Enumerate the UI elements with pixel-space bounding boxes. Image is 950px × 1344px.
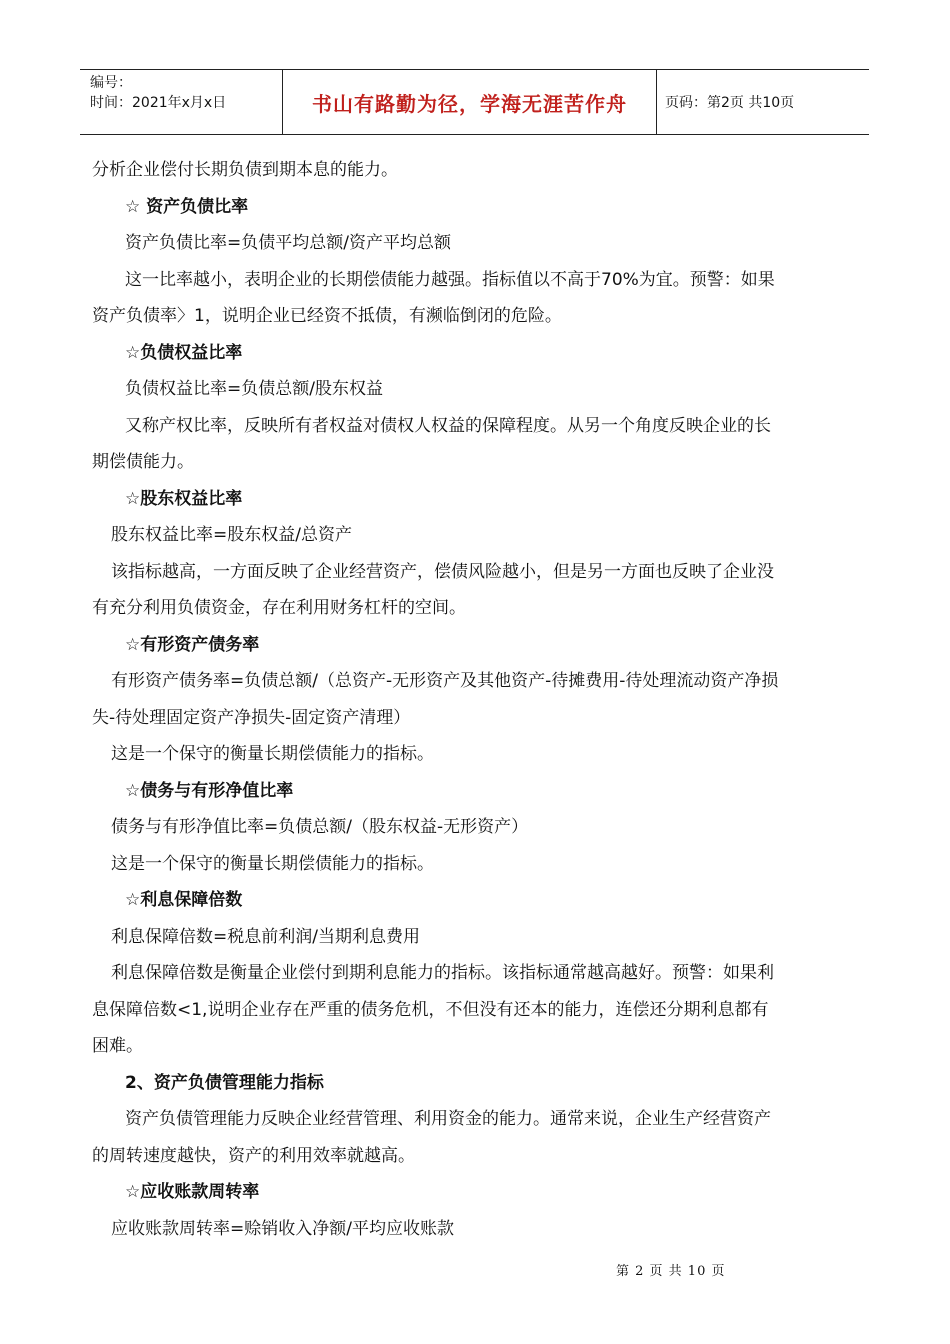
formula-line: 利息保障倍数=税息前利润/当期利息费用: [111, 927, 420, 947]
section-heading: ☆股东权益比率: [125, 489, 243, 509]
formula-line: 股东权益比率=股东权益/总资产: [111, 525, 352, 545]
header-page-cell: [657, 70, 869, 134]
body-text-line: 分析企业偿付长期负债到期本息的能力。: [92, 160, 398, 180]
header-meta: [80, 70, 283, 134]
formula-line: 负债权益比率=负债总额/股东权益: [125, 379, 383, 399]
formula-line: 应收账款周转率=赊销收入净额/平均应收账款: [111, 1219, 454, 1239]
body-text-line: 资产负债率〉1，说明企业已经资不抵债，有濒临倒闭的危险。: [92, 306, 562, 326]
body-text-line: 的周转速度越快，资产的利用效率就越高。: [92, 1146, 415, 1166]
section-heading: ☆有形资产债务率: [125, 635, 260, 655]
section-heading: ☆债务与有形净值比率: [125, 781, 294, 801]
body-text-line: 资产负债管理能力反映企业经营管理、利用资金的能力。通常来说，企业生产经营资产: [125, 1109, 771, 1129]
document-number-label: 编号：: [90, 75, 132, 91]
section-heading: 2、资产负债管理能力指标: [125, 1073, 324, 1093]
section-heading: ☆ 资产负债比率: [125, 197, 249, 217]
section-heading: ☆应收账款周转率: [125, 1182, 260, 1202]
body-text-line: 利息保障倍数是衡量企业偿付到期利息能力的指标。该指标通常越高越好。预警：如果利: [111, 963, 774, 983]
body-text-line: 这一比率越小，表明企业的长期偿债能力越强。指标值以不高于70%为宜。预警：如果: [125, 270, 775, 290]
formula-line: 资产负债比率=负债平均总额/资产平均总额: [125, 233, 451, 253]
section-heading: ☆利息保障倍数: [125, 890, 243, 910]
page-footer: 第 2 页 共 10 页: [616, 1264, 726, 1279]
formula-line: 债务与有形净值比率=负债总额/（股东权益-无形资产）: [111, 817, 529, 837]
header-motto: 书山有路勤为径，学海无涯苦作舟: [312, 91, 627, 116]
body-text-line: 息保障倍数<1,说明企业存在严重的债务危机，不但没有还本的能力，连偿还分期利息都有: [92, 1000, 769, 1020]
document-date-label: 时间：2021年x月x日: [90, 95, 227, 111]
header-page-number: 页码：第2页 共10页: [665, 95, 795, 111]
body-text-line: 有充分利用负债资金，存在利用财务杠杆的空间。: [92, 598, 466, 618]
body-text-line: 这是一个保守的衡量长期偿债能力的指标。: [111, 744, 434, 764]
body-text-line: 又称产权比率，反映所有者权益对债权人权益的保障程度。从另一个角度反映企业的长: [125, 416, 771, 436]
section-heading: ☆负债权益比率: [125, 343, 243, 363]
formula-line: 有形资产债务率=负债总额/（总资产-无形资产及其他资产-待摊费用-待处理流动资产净损: [111, 671, 779, 691]
formula-line: 失-待处理固定资产净损失-固定资产清理）: [92, 708, 411, 728]
body-text-line: 该指标越高，一方面反映了企业经营资产，偿债风险越小，但是另一方面也反映了企业没: [111, 562, 774, 582]
body-text-line: 这是一个保守的衡量长期偿债能力的指标。: [111, 854, 434, 874]
body-text-line: 期偿债能力。: [92, 452, 194, 472]
header-motto-cell: [283, 70, 657, 134]
body-text-line: 困难。: [92, 1036, 143, 1056]
document-header: [80, 69, 869, 135]
